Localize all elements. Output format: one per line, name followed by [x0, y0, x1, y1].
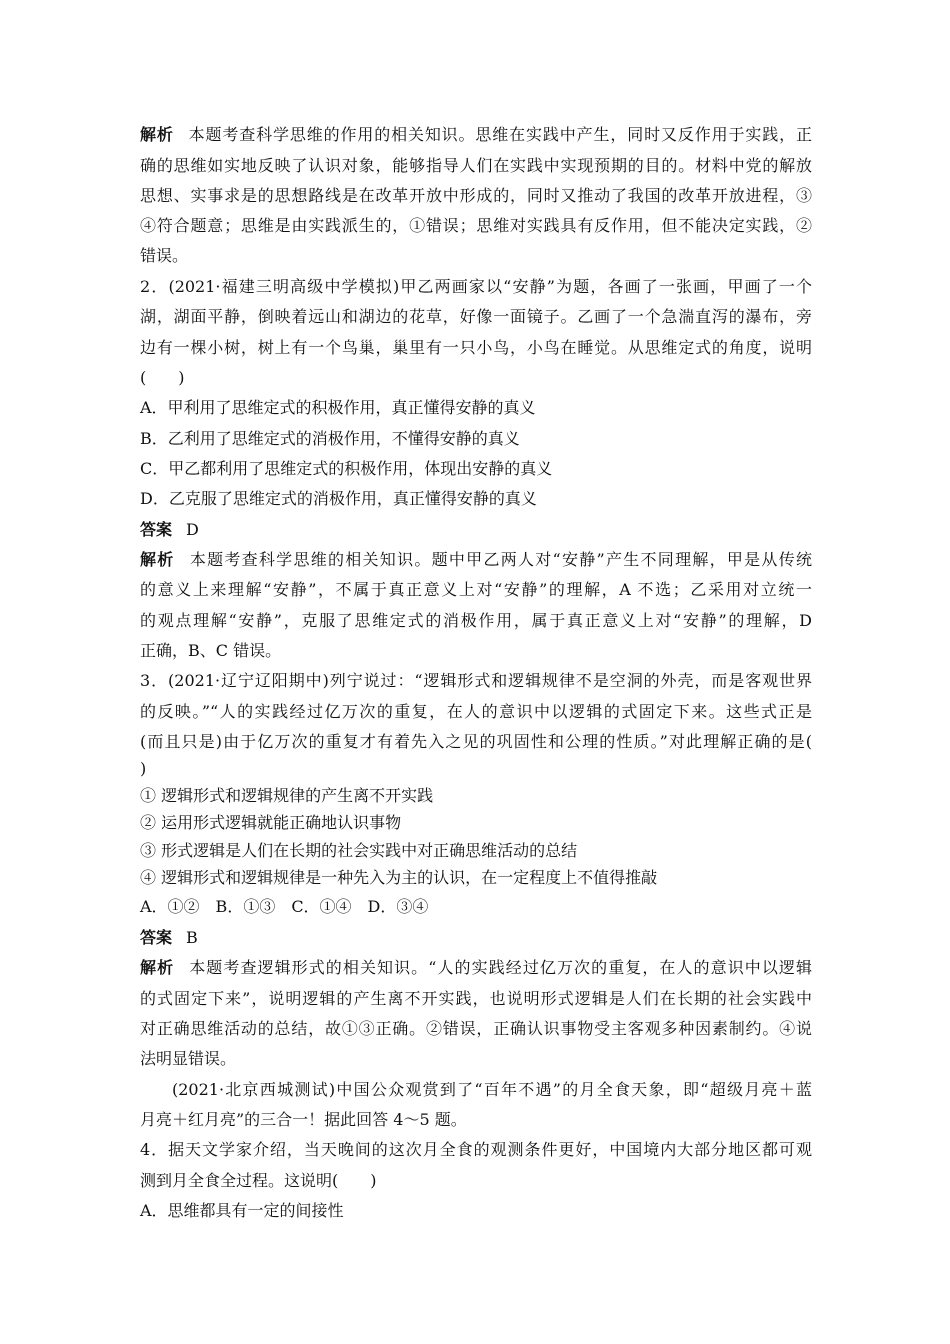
q2-option-b: B．乙利用了思维定式的消极作用，不懂得安静的真义 [140, 429, 520, 448]
q3-options: A．①② B．①③ C．①④ D．③④ [140, 897, 429, 916]
q2-answer [140, 519, 812, 541]
q3-statement-1: ① 逻辑形式和逻辑规律的产生离不开实践 [140, 786, 434, 805]
q1-analysis-line: ④符合题意；思维是由实践派生的，①错误；思维对实践具有反作用，但不能决定实践，② [140, 216, 812, 235]
q3-analysis-line: 的式固定下来”，说明逻辑的产生离不开实践，也说明形式逻辑是人们在长期的社会实践中 [140, 989, 812, 1008]
q3-stem-line: 3．(2021·辽宁辽阳期中)列宁说过：“逻辑形式和逻辑规律不是空洞的外壳，而是客观世界 [140, 671, 812, 690]
analysis-label: 解析 [140, 125, 174, 144]
q3-analysis-line: 解析 本题考查逻辑形式的相关知识。“人的实践经过亿万次的重复，在人的意识中以逻辑 [140, 958, 812, 977]
analysis-label: 解析 [140, 550, 175, 569]
q3-analysis-line: 法明显错误。 [140, 1049, 237, 1068]
q1-analysis-line: 解析 本题考查科学思维的作用的相关知识。思维在实践中产生，同时又反作用于实践，正 [140, 125, 812, 144]
q3-stem-line: (而且只是)由于亿万次的重复才有着先入之见的巩固性和公理的性质。”对此理解正确的是( [140, 732, 812, 751]
q2-option-d: D．乙克服了思维定式的消极作用，真正懂得安静的真义 [140, 489, 537, 508]
material-line: 月亮＋红月亮”的三合一！据此回答 4～5 题。 [140, 1110, 467, 1129]
material-line: (2021·北京西城测试)中国公众观赏到了“百年不遇”的月全食天象，即“超级月亮＋蓝 [172, 1080, 812, 1099]
q1-analysis-line: 确的思维如实地反映了认识对象，能够指导人们在实践中实现预期的目的。材料中党的解放 [140, 156, 812, 175]
answer-label: 答案 [140, 928, 173, 947]
q4-option-a: A．思维都具有一定的间接性 [140, 1201, 344, 1220]
answer-value: B [186, 928, 198, 947]
q3-stem-line: ) [140, 759, 147, 778]
q2-option-c: C．甲乙都利用了思维定式的积极作用，体现出安静的真义 [140, 459, 553, 478]
analysis-label: 解析 [140, 958, 175, 977]
q2-analysis-line: 正确，B、C 错误。 [140, 641, 282, 660]
q4-stem-line: 4．据天文学家介绍，当天晚间的这次月全食的观测条件更好，中国境内大部分地区都可观 [140, 1140, 812, 1159]
q3-stem-line: 的反映。”“人的实践经过亿万次的重复，在人的意识中以逻辑的式固定下来。这些式正是 [140, 702, 812, 721]
q3-statement-4: ④ 逻辑形式和逻辑规律是一种先入为主的认识，在一定程度上不值得推敲 [140, 868, 658, 887]
q3-statement-2: ② 运用形式逻辑就能正确地认识事物 [140, 813, 402, 832]
q3-statement-3: ③ 形式逻辑是人们在长期的社会实践中对正确思维活动的总结 [140, 841, 578, 860]
q2-stem-line: 边有一棵小树，树上有一个鸟巢，巢里有一只小鸟，小鸟在睡觉。从思维定式的角度，说明 [140, 338, 812, 357]
q2-analysis-line: 的意义上来理解“安静”，不属于真正意义上对“安静”的理解，A 不选；乙采用对立统一 [140, 580, 812, 599]
q1-analysis-line: 思想、实事求是的思想路线是在改革开放中形成的，同时又推动了我国的改革开放进程，③ [140, 186, 812, 205]
q4-stem-line: 测到月全食全过程。这说明( ) [140, 1171, 377, 1190]
q1-analysis-line: 错误。 [140, 246, 189, 265]
q2-analysis-line: 的观点理解“安静”，克服了思维定式的消极作用，属于真正意义上对“安静”的理解，D [140, 611, 812, 630]
q3-answer [140, 927, 812, 949]
q2-stem-line: 2．(2021·福建三明高级中学模拟)甲乙两画家以“安静”为题，各画了一张画，甲画了一个 [140, 277, 812, 296]
answer-value: D [186, 520, 199, 539]
q2-option-a: A．甲利用了思维定式的积极作用，真正懂得安静的真义 [140, 398, 536, 417]
q2-analysis-line: 解析 本题考查科学思维的相关知识。题中甲乙两人对“安静”产生不同理解，甲是从传统 [140, 550, 812, 569]
q2-stem-line: 湖，湖面平静，倒映着远山和湖边的花草，好像一面镜子。乙画了一个急湍直泻的瀑布，旁 [140, 307, 812, 326]
answer-label: 答案 [140, 520, 173, 539]
q2-stem-line: ( ) [140, 368, 185, 387]
q3-analysis-line: 对正确思维活动的总结，故①③正确。②错误，正确认识事物受主客观多种因素制约。④说 [140, 1019, 812, 1038]
